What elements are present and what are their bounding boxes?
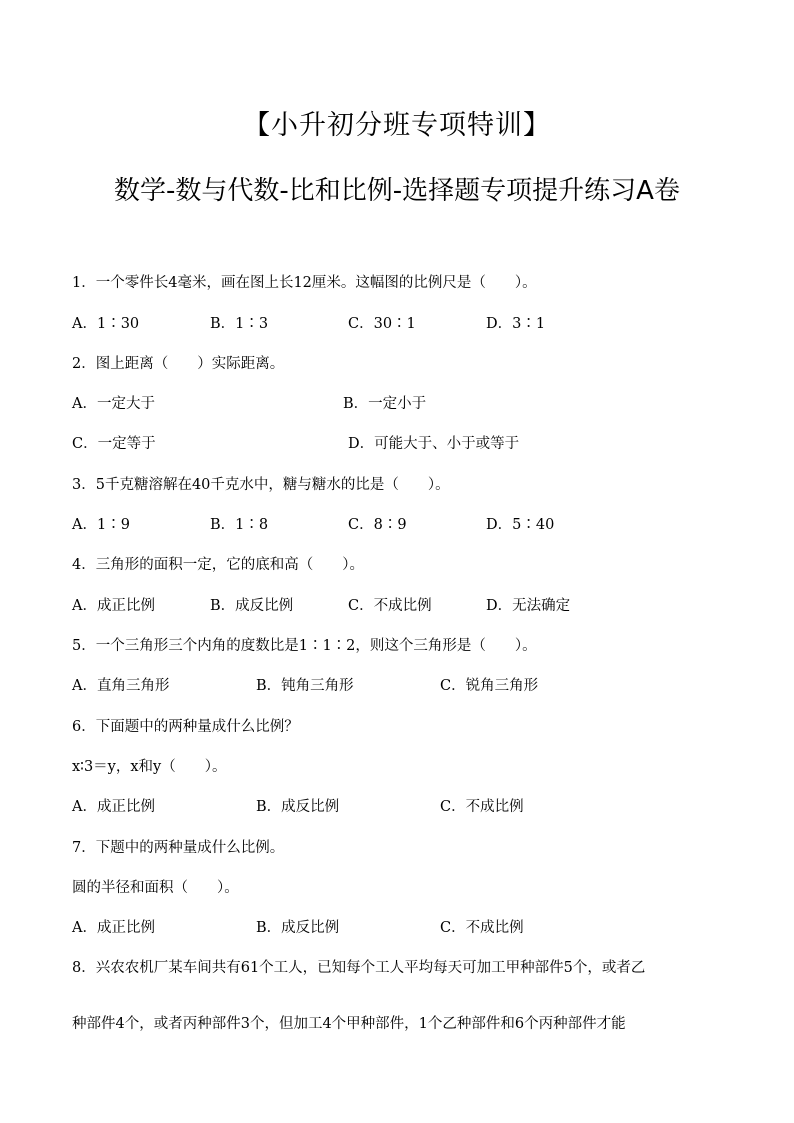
question-1-option-a: A．1∶30 (72, 316, 140, 332)
question-8-stem-line-1: 8．兴农农机厂某车间共有61个工人，已知每个工人平均每天可加工甲种部件5个，或者乙 (72, 960, 646, 976)
question-7-option-b: B．成反比例 (256, 920, 340, 936)
question-6-subline: x∶3＝y，x和y（ ）。 (72, 759, 227, 775)
question-4-option-c: C．不成比例 (348, 598, 432, 614)
document-subtitle: 数学-数与代数-比和比例-选择题专项提升练习A卷 (114, 176, 680, 206)
question-7-subline: 圆的半径和面积（ ）。 (72, 880, 239, 896)
question-6-stem: 6．下面题中的两种量成什么比例？ (72, 719, 299, 735)
question-2-option-b: B．一定小于 (343, 396, 427, 412)
document-title: 【小升初分班专项特训】 (243, 110, 551, 141)
question-5-option-a: A．直角三角形 (72, 678, 170, 694)
question-4-option-d: D．无法确定 (486, 598, 571, 614)
question-5-option-b: B．钝角三角形 (256, 678, 354, 694)
question-3-option-b: B．1∶8 (210, 517, 269, 533)
question-1-stem: 1．一个零件长4毫米，画在图上长12厘米。这幅图的比例尺是（ ）。 (72, 275, 537, 291)
question-5-stem: 5．一个三角形三个内角的度数比是1∶1∶2，则这个三角形是（ ）。 (72, 638, 537, 654)
question-6-option-b: B．成反比例 (256, 799, 340, 815)
question-3-option-c: C．8∶9 (348, 517, 407, 533)
question-3-option-d: D．5∶40 (486, 517, 555, 533)
question-2-option-d: D．可能大于、小于或等于 (348, 436, 520, 452)
question-8-stem-line-2: 种部件4个，或者丙种部件3个，但加工4个甲种部件，1个乙种部件和6个丙种部件才能 (72, 1016, 626, 1032)
question-7-stem: 7．下题中的两种量成什么比例。 (72, 840, 285, 856)
question-3-option-a: A．1∶9 (72, 517, 130, 533)
question-4-option-b: B．成反比例 (210, 598, 294, 614)
question-6-option-c: C．不成比例 (440, 799, 524, 815)
question-4-option-a: A．成正比例 (72, 598, 155, 614)
question-7-option-a: A．成正比例 (72, 920, 155, 936)
question-1-option-c: C．30∶1 (348, 316, 416, 332)
question-3-stem: 3．5千克糖溶解在40千克水中，糖与糖水的比是（ ）。 (72, 477, 450, 493)
question-6-option-a: A．成正比例 (72, 799, 155, 815)
question-2-option-a: A．一定大于 (72, 396, 155, 412)
question-4-stem: 4．三角形的面积一定，它的底和高（ ）。 (72, 557, 364, 573)
question-1-option-d: D．3∶1 (486, 316, 546, 332)
question-1-option-b: B．1∶3 (210, 316, 269, 332)
question-7-option-c: C．不成比例 (440, 920, 524, 936)
question-5-option-c: C．锐角三角形 (440, 678, 539, 694)
question-2-stem: 2．图上距离（ ）实际距离。 (72, 356, 285, 372)
question-2-option-c: C．一定等于 (72, 436, 156, 452)
